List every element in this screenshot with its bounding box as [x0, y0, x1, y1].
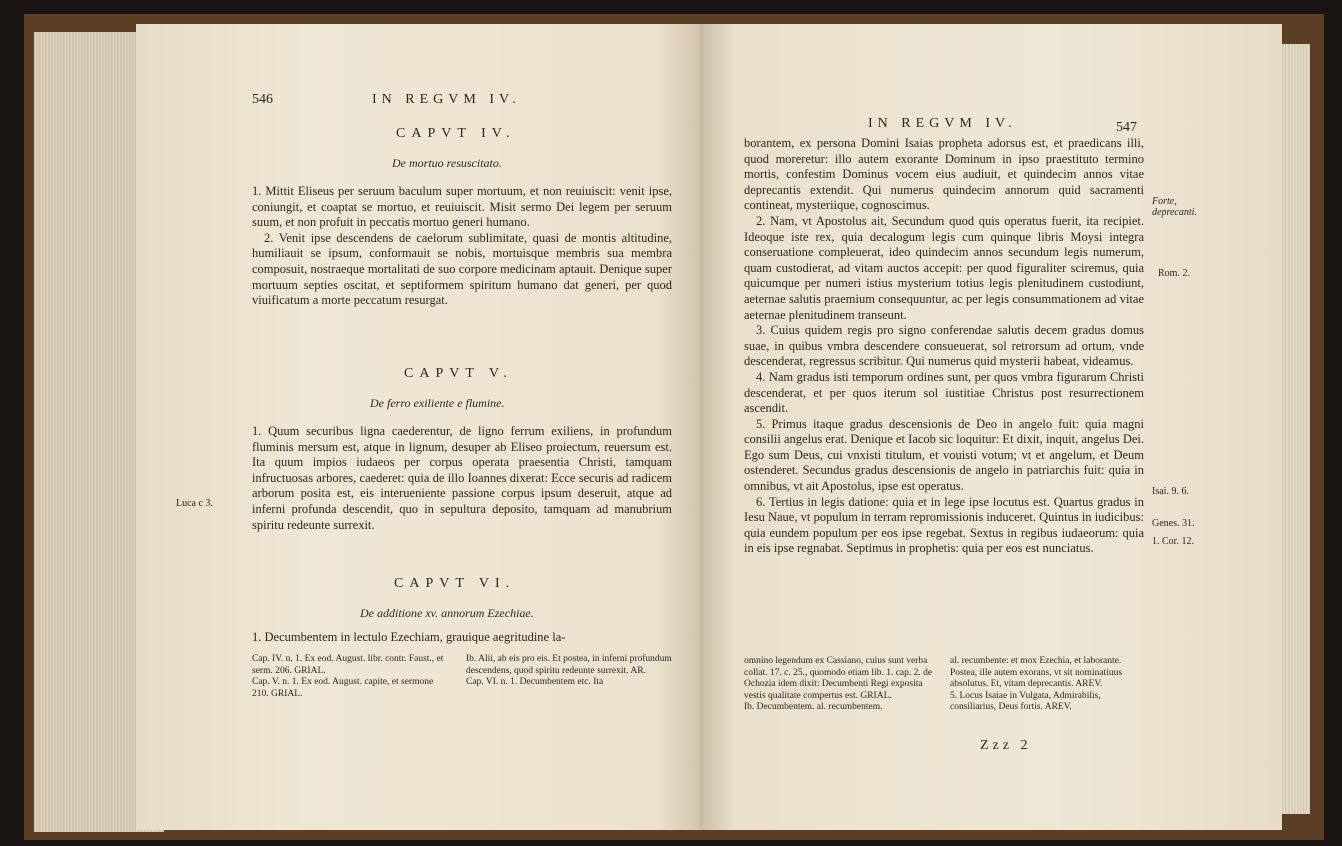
footnotes-left-col-2: [466, 654, 672, 689]
chapter-4-title: CAPVT IV.: [396, 126, 516, 141]
margin-note-2: Rom. 2.: [1158, 268, 1190, 279]
book-spread: [24, 14, 1324, 840]
page-number-right: 547: [1116, 120, 1137, 135]
chapter-6-title: CAPVT VI.: [394, 576, 516, 591]
chapter-4-paragraph-2: 2. Venit ipse descendens de caelorum sublimitate, quasi de montis altitudine, humiliauit se ipsum, conformauit se nobis, mortuisque membris sua membra composuit, nostraeque mortalitati de suo corpore medicinam aptauit. Denique super mortuum septies oscitat, et septiformem spiritum humano dat generi, per quod viuificatum a morte peccatum resurgat.: [252, 230, 672, 308]
footnote: Ib. Decumbentem. al. recumbentem.: [744, 702, 883, 713]
chapter-5-paragraph-1: 1. Quum securibus ligna caederentur, de ligno ferrum exiliens, in profundum fluminis mersum est, atque in lignum, desuper ab Eliseo proiectum, reuersum est. Ita quum impios iudaeos per corpus operata praesentia Christi, tamquam infructuosas arbores, caederet: quia de illo Ioannes dixerat: Ecce securis ad radicem arborum posita est, eis interueniente passione corpus ipsum deseruit, atque ad inferni profunda descendit, quo in sepultura deposito, tamquam ad manubrium spiritu redeunte surrexit.: [252, 424, 672, 532]
running-head-left: IN REGVM IV.: [372, 92, 521, 107]
margin-note-1: Forte, deprecanti.: [1152, 196, 1197, 218]
chapter-5-subtitle: De ferro exiliente e flumine.: [370, 396, 505, 410]
footnote: Ib. Alii, ab eis pro eis. Et postea, in inferni profundum descendens, quod spiritu redeunte surrexit. AR.: [466, 654, 672, 676]
paragraph-4: 4. Nam gradus isti temporum ordines sunt, per quos vmbra figurarum Christi descenderat, et per quos iterum sol iustitiae Christus post resurrectionem ascendit.: [744, 369, 1144, 416]
left-page: [136, 24, 702, 830]
chapter-5-title: CAPVT V.: [404, 366, 513, 381]
signature-mark: Zzz 2: [980, 738, 1032, 753]
chapter-5-body: [252, 424, 672, 533]
footnote: Cap. V. n. 1. Ex eod. August. capite, et sermone 210. GRIAL.: [252, 677, 434, 699]
chapter-6-subtitle: De additione xv. annorum Ezechiae.: [360, 606, 534, 620]
footnotes-right-col-2: [950, 656, 1146, 714]
paragraph-2: 2. Nam, vt Apostolus ait, Secundum quod quis operatus fuerit, ita recipiet. Ideoque iste rex, quia decalogum legis cum quinque libris Moysi integra conseruatione compleuerat, ideo quindecim annos secundum legis numerum, quam custodierat, ad vitam auctos accepit: per quod figuraliter sciremus, quia quicumque per numeri istius mysterium totius legis plenitudinem custodiunt, aeternae salutis praemium consequuntur, ac per legis consummationem ad vitae aeternae plenitudinem transeunt.: [744, 213, 1144, 322]
chapter-4-body: [252, 184, 672, 309]
right-page: [700, 24, 1282, 830]
footnote: Cap. IV. n. 1. Ex eod. August. libr. contr. Faust., et serm. 206. GRIAL.: [252, 654, 444, 676]
paragraph-0: borantem, ex persona Domini Isaias propheta adorsus est, et praedicans illi, quod moreretur: illo autem exorante Dominum in ipso praestituto termino mortis, confestim Dominus vocem eius audiuit, et quindecim annos vitae deprecantis extendit. Qui numerus quindecim annorum quid sacramenti contineat, mysteriique, cognoscimus.: [744, 136, 1144, 213]
paragraph-3: 3. Cuius quidem regis pro signo conferendae salutis decem gradus domus suae, in quibus vmbra descendere consueuerat, sol retrorsum ad ortum, vnde descenderat, regressus scribitur. Qui numerus quid mysterii habeat, videamus.: [744, 323, 1144, 369]
margin-note-4: Genes. 31.: [1152, 518, 1195, 529]
footnote: 5. Locus Isaiae in Vulgata, Admirabilis, consiliarius, Deus fortis. AREV.: [950, 690, 1101, 713]
footnotes-right-col-1: [744, 656, 940, 714]
footnote: omnino legendum ex Cassiano, cuius sunt verba collat. 17. c. 25., quomodo etiam lib. 1. cap. 2. de Ochozia idem dixit: Decumbenti Regi exposita vestis qualitate compertus est. GRIAL.: [744, 656, 933, 701]
margin-note-5: 1. Cor. 12.: [1152, 536, 1194, 547]
paragraph-5: 5. Primus itaque gradus descensionis de Deo in angelo fuit: quia magni consilii angelus erat. Denique et Iacob sic loquitur: Et dixit, inquit, angelus Dei. Ego sum Deus, cui vnxisti titulum, et vouisti votum; vt et angelum, et Deum ostenderet. Secundus gradus descensionis de angelo in patriarchis fuit: quia in omnibus, vt ait Apostolus, ipse est operatus.: [744, 416, 1144, 494]
chapter-4-paragraph-1: 1. Mittit Eliseus per seruum baculum super mortuum, et non reuiuiscit: venit ipse, coniungit, et coaptat se mortuo, et reuiuiscit. Misit sermo Dei legem per seruum suum, et non profuit in peccatis mortuo generi humano.: [252, 184, 672, 230]
paragraph-6: 6. Tertius in legis datione: quia et in lege ipse locutus est. Quartus gradus in Iesu Naue, vt populum in terram repromissionis induceret. Quintus in iudicibus: quia eundem populum per eos ipse regebat. Sextus in regibus iudaeorum: quia in eis ipse regnabat. Septimus in prophetis: quia per eos est nunciatus.: [744, 494, 1144, 556]
footnotes-left-col-1: [252, 654, 452, 700]
chapter-6-body: [252, 630, 672, 646]
footnote: Cap. VI. n. 1. Decumbentem etc. Ita: [466, 677, 604, 688]
page-number-left: 546: [252, 92, 273, 107]
running-head-right: IN REGVM IV.: [868, 116, 1017, 131]
chapter-6-paragraph-1: 1. Decumbentem in lectulo Ezechiam, grauique aegritudine la-: [252, 630, 566, 644]
footnote: al. recumbente: et mox Ezechia, et laborante. Postea, ille autem exorans, vt sit nominatiuus absolutus. Et, vitam deprecantis. AREV.: [950, 656, 1123, 690]
right-body: [744, 136, 1144, 557]
margin-note-luca: Luca c 3.: [176, 498, 213, 509]
margin-note-3: Isai. 9. 6.: [1152, 486, 1189, 497]
chapter-4-subtitle: De mortuo resuscitato.: [392, 156, 502, 170]
